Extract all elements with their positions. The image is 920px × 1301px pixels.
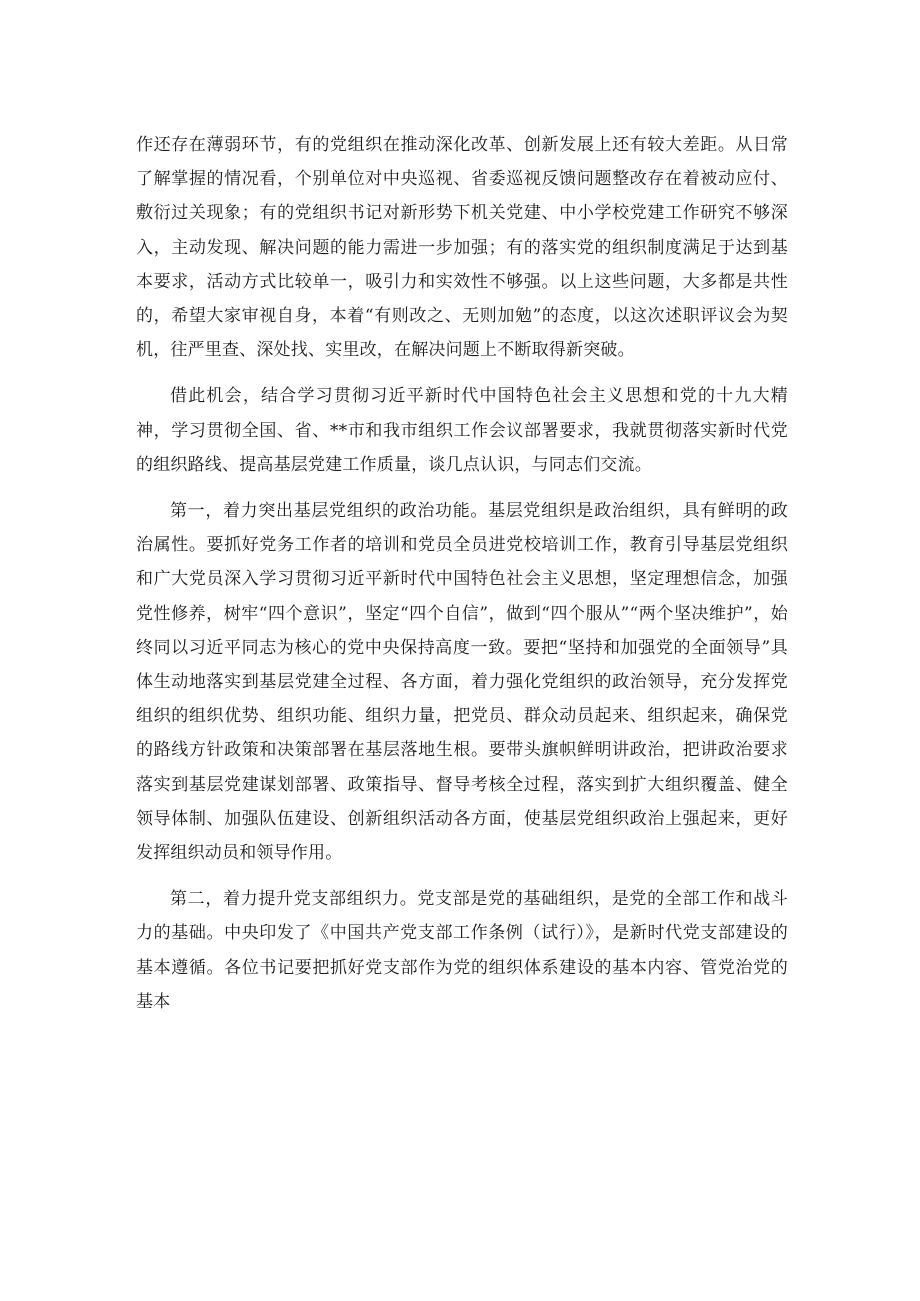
paragraph-point-two-branch-organization: 第二，着力提升党支部组织力。党支部是党的基础组织，是党的全部工作和战斗力的基础。中央印发了《中国共产党支部工作条例（试行）》，是新时代党支部建设的基本遵循。各位书记要把抓好党支部作为党的组织体系建设的基本内容、管党治党的基本 bbox=[136, 889, 788, 1012]
paragraph-introduction: 借此机会，结合学习贯彻习近平新时代中国特色社会主义思想和党的十九大精神，学习贯彻全国、省、**市和我市组织工作会议部署要求，我就贯彻落实新时代党的组织路线、提高基层党建工作质量，谈几点认识，与同志们交流。 bbox=[136, 386, 788, 475]
paragraph-point-one-political-function: 第一，着力突出基层党组织的政治功能。基层党组织是政治组织，具有鲜明的政治属性。要抓好党务工作者的培训和党员全员进党校培训工作，教育引导基层党组织和广大党员深入学习贯彻习近平新时代中国特色社会主义思想，坚定理想信念，加强党性修养，树牢“四个意识”，坚定“四个自信”，做到“四个服从”“两个坚决维护”，始终同以习近平同志为核心的党中央保持高度一致。要把“坚持和加强党的全面领导”具体生动地落实到基层党建全过程、各方面，着力强化党组织的政治领导，充分发挥党组织的组织优势、组织功能、组织力量，把党员、群众动员起来、组织起来，确保党的路线方针政策和决策部署在基层落地生根。要带头旗帜鲜明讲政治，把讲政治要求落实到基层党建谋划部署、政策指导、督导考核全过程，落实到扩大组织覆盖、健全领导体制、加强队伍建设、创新组织活动各方面，使基层党组织政治上强起来，更好发挥组织动员和领导作用。 bbox=[136, 501, 788, 864]
paragraph-problems-summary: 作还存在薄弱环节，有的党组织在推动深化改革、创新发展上还有较大差距。从日常了解掌握的情况看，个别单位对中央巡视、省委巡视反馈问题整改存在着被动应付、敷衍过关现象；有的党组织书记对新形势下机关党建、中小学校党建工作研究不够深入，主动发现、解决问题的能力需进一步加强；有的落实党的组织制度满足于达到基本要求，活动方式比较单一，吸引力和实效性不够强。以上这些问题，大多都是共性的，希望大家审视自身，本着“有则改之、无则加勉”的态度，以这次述职评议会为契机，往严里查、深处找、实里改，在解决问题上不断取得新突破。 bbox=[136, 135, 788, 361]
document-body bbox=[136, 128, 788, 1031]
